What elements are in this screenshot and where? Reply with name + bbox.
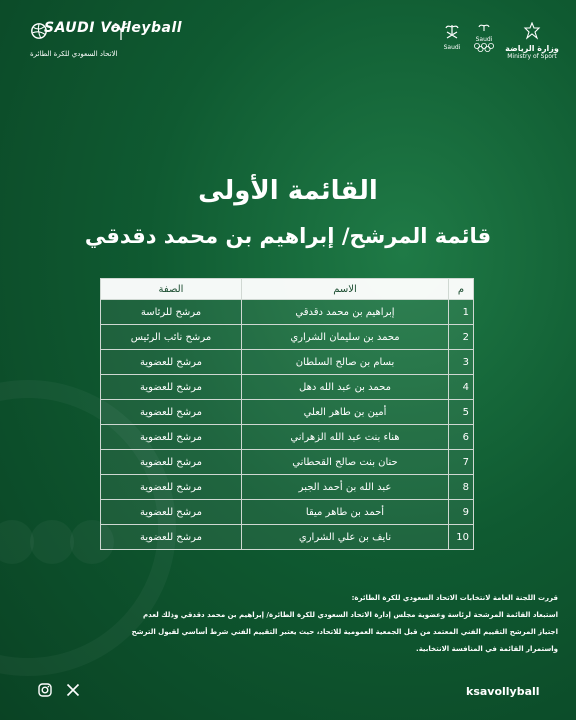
row-name: أحمد بن طاهر ميقا xyxy=(242,500,449,525)
row-name: حنان بنت صالح القحطاني xyxy=(242,450,449,475)
saudi-emblem-logo xyxy=(442,24,462,51)
note-line: اجتياز المرشح التقييم الفني المعتمد من قبل الجمعية العمومية للاتحاد، حيث يعتبر التقييم الفني شرط أساسي لقبول الترشح xyxy=(131,628,558,636)
row-number: 7 xyxy=(449,450,474,475)
table-row xyxy=(101,400,474,425)
row-name: بسام بن صالح السلطان xyxy=(242,350,449,375)
olympic-logo xyxy=(472,24,496,54)
header-name: الاسم xyxy=(242,279,449,300)
row-name: عبد الله بن أحمد الجبر xyxy=(242,475,449,500)
row-number: 3 xyxy=(449,350,474,375)
page-title: القائمة الأولى xyxy=(198,176,378,206)
row-role: مرشح للعضوية xyxy=(101,350,242,375)
row-number: 4 xyxy=(449,375,474,400)
row-role: مرشح للعضوية xyxy=(101,500,242,525)
olympic-rings-icon xyxy=(473,43,495,52)
table-row xyxy=(101,425,474,450)
brand-name: SAUDI Volleyball xyxy=(44,20,183,36)
row-role: مرشح للعضوية xyxy=(101,525,242,550)
row-number: 10 xyxy=(449,525,474,550)
row-role: مرشح للعضوية xyxy=(101,400,242,425)
note-line: واستمرار القائمة في المنافسة الانتخابية. xyxy=(416,645,558,653)
row-name: هناء بنت عبد الله الزهراني xyxy=(242,425,449,450)
table-header-row xyxy=(101,279,474,300)
row-number: 8 xyxy=(449,475,474,500)
social-handle[interactable]: ksavollyball xyxy=(466,685,540,698)
row-number: 1 xyxy=(449,300,474,325)
row-number: 2 xyxy=(449,325,474,350)
row-role: مرشح للعضوية xyxy=(101,375,242,400)
partner-label: Saudi xyxy=(475,36,493,43)
page-subtitle: قائمة المرشح/ إبراهيم بن محمد دقدقي xyxy=(84,224,492,248)
table-row xyxy=(101,325,474,350)
row-number: 6 xyxy=(449,425,474,450)
social-links xyxy=(38,683,80,697)
header-role: الصفة xyxy=(101,279,242,300)
saudi-emblem-icon xyxy=(477,24,491,34)
instagram-icon[interactable] xyxy=(38,683,52,697)
table-row xyxy=(101,350,474,375)
decision-note xyxy=(22,590,558,658)
table-row xyxy=(101,300,474,325)
background-circle xyxy=(30,520,74,564)
row-role: مرشح للعضوية xyxy=(101,450,242,475)
row-number: 5 xyxy=(449,400,474,425)
ministry-arabic: وزارة الرياضة xyxy=(505,44,559,53)
table-row xyxy=(101,450,474,475)
table-row xyxy=(101,525,474,550)
palm-icon xyxy=(112,22,130,40)
ministry-emblem-icon xyxy=(523,22,541,40)
note-line: قررت اللجنة العامة لانتخابات الاتحاد السعودي للكرة الطائرة: xyxy=(351,594,558,602)
table-row xyxy=(101,475,474,500)
row-name: نايف بن علي الشراري xyxy=(242,525,449,550)
row-number: 9 xyxy=(449,500,474,525)
row-role: مرشح للعضوية xyxy=(101,425,242,450)
table-row xyxy=(101,375,474,400)
row-name: محمد بن سليمان الشراري xyxy=(242,325,449,350)
candidates-table xyxy=(100,278,474,550)
row-name: إبراهيم بن محمد دقدقي xyxy=(242,300,449,325)
row-name: محمد بن عبد الله دهل xyxy=(242,375,449,400)
table-row xyxy=(101,500,474,525)
x-icon[interactable] xyxy=(66,683,80,697)
row-role: مرشح للعضوية xyxy=(101,475,242,500)
ministry-english: Ministry of Sport xyxy=(507,53,557,60)
row-role: مرشح للرئاسة xyxy=(101,300,242,325)
note-line: استبعاد القائمة المرشحة لرئاسة وعضوية مجلس إدارة الاتحاد السعودي للكرة الطائرة/ إبراهيم بن محمد دقدقي وذلك لعدم xyxy=(143,611,558,619)
row-role: مرشح نائب الرئيس xyxy=(101,325,242,350)
brand-subtitle: الاتحاد السعودي للكرة الطائرة xyxy=(30,50,118,58)
row-name: أمين بن طاهر العلي xyxy=(242,400,449,425)
ministry-logo xyxy=(504,22,560,60)
saudi-emblem-icon xyxy=(444,24,460,42)
header-number: م xyxy=(449,279,474,300)
partner-label: Saudi xyxy=(443,44,461,51)
